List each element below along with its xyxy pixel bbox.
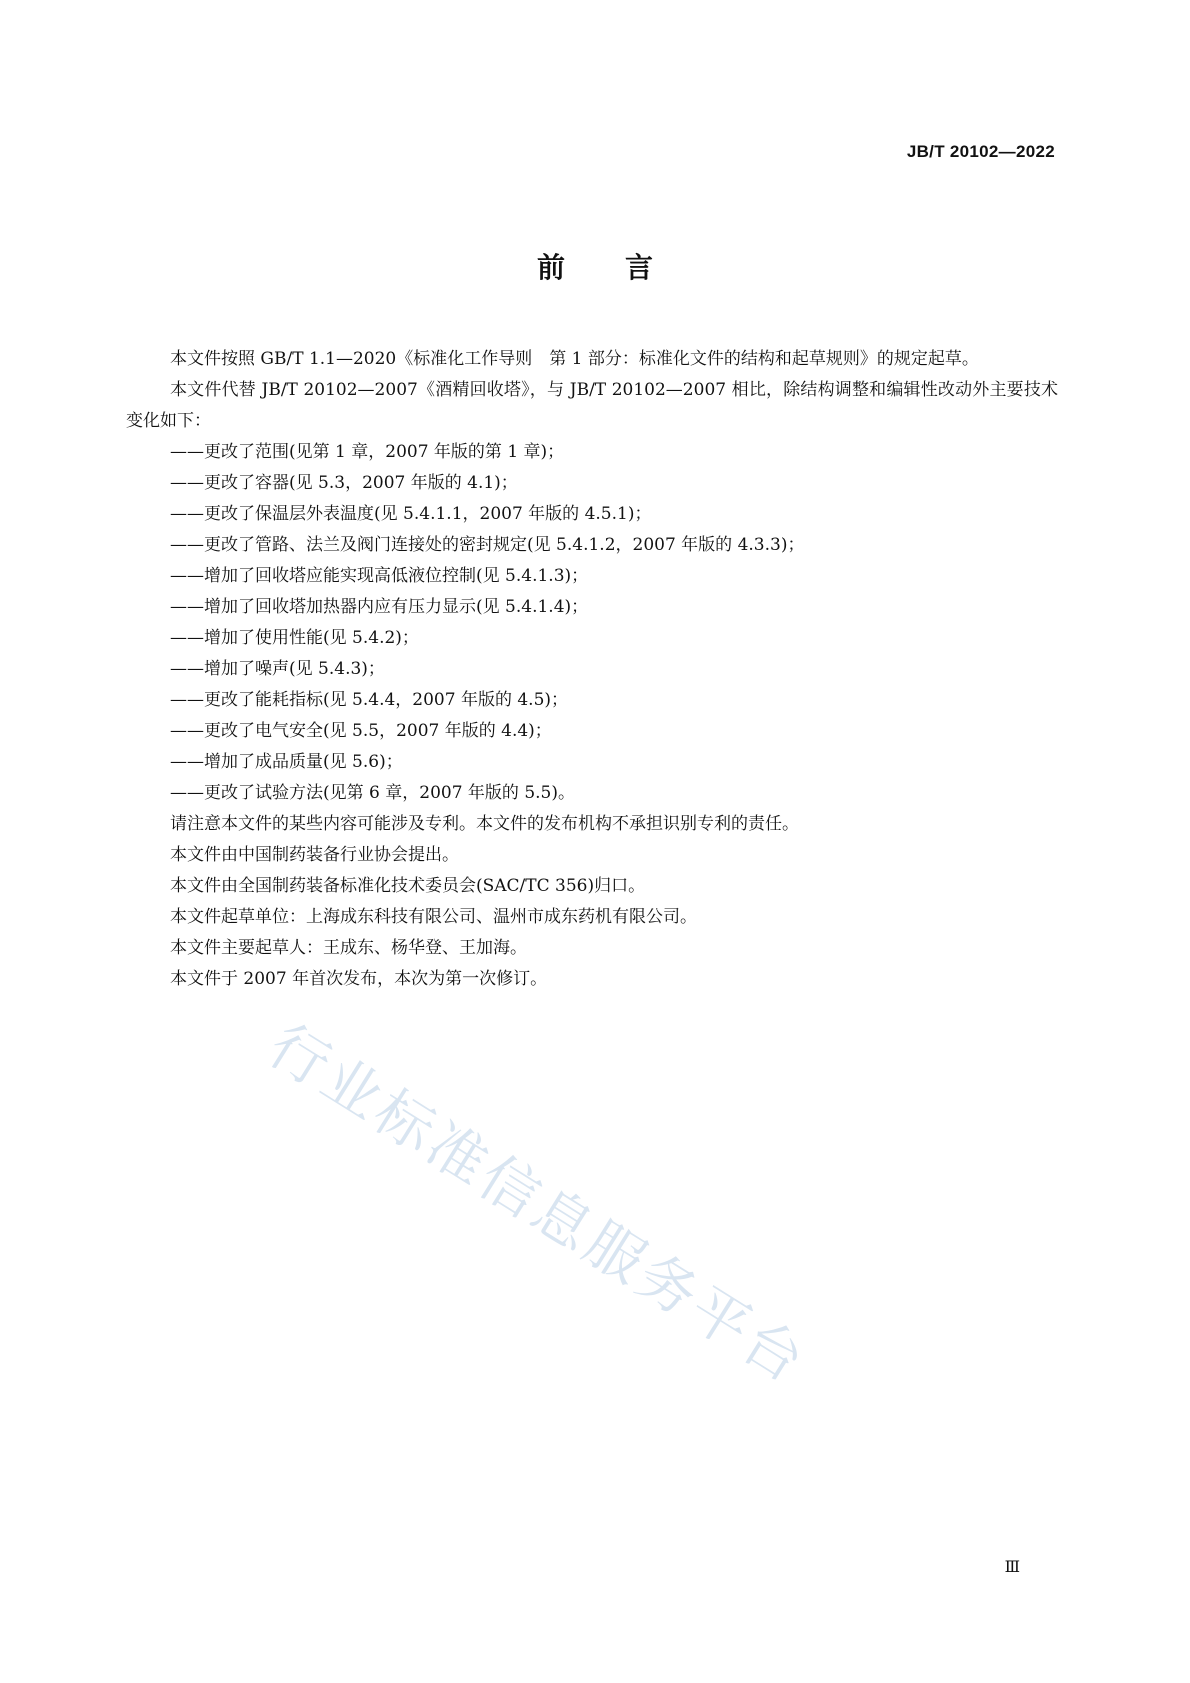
standard-number: JB/T 20102—2022 <box>906 142 1055 161</box>
paragraph: 本文件由中国制药装备行业协会提出。 <box>170 845 459 865</box>
list-item: ——增加了噪声(见 5.4.3)； <box>170 659 385 679</box>
list-item: ——更改了能耗指标(见 5.4.4，2007 年版的 4.5)； <box>170 690 569 710</box>
paragraph: 本文件起草单位：上海成东科技有限公司、温州市成东药机有限公司。 <box>170 907 697 927</box>
paragraph: 本文件代替 JB/T 20102—2007《酒精回收塔》，与 JB/T 20102—2007 相比，除结构调整和编辑性改动外主要技术变化如下： <box>126 380 1058 431</box>
page-number: Ⅲ <box>1004 1557 1020 1576</box>
page-title: 前言 <box>536 251 713 284</box>
list-item: ——更改了试验方法(见第 6 章，2007 年版的 5.5)。 <box>170 783 575 803</box>
list-item: ——增加了成品质量(见 5.6)； <box>170 752 403 772</box>
list-item: ——更改了范围(见第 1 章，2007 年版的第 1 章)； <box>170 442 565 462</box>
paragraph: 本文件于 2007 年首次发布，本次为第一次修订。 <box>170 969 548 989</box>
paragraph: 请注意本文件的某些内容可能涉及专利。本文件的发布机构不承担识别专利的责任。 <box>170 814 799 834</box>
change-list <box>126 437 1058 809</box>
list-item: ——增加了回收塔应能实现高低液位控制(见 5.4.1.3)； <box>170 566 589 586</box>
list-item: ——更改了容器(见 5.3，2007 年版的 4.1)； <box>170 473 518 493</box>
list-item: ——增加了回收塔加热器内应有压力显示(见 5.4.1.4)； <box>170 597 589 617</box>
paragraph: 本文件按照 GB/T 1.1—2020《标准化工作导则 第 1 部分：标准化文件的结构和起草规则》的规定起草。 <box>170 349 979 369</box>
paragraph: 本文件由全国制药装备标准化技术委员会(SAC/TC 356)归口。 <box>170 876 646 896</box>
list-item: ——增加了使用性能(见 5.4.2)； <box>170 628 419 648</box>
list-item: ——更改了保温层外表温度(见 5.4.1.1，2007 年版的 4.5.1)； <box>170 504 652 524</box>
document-body <box>126 344 1058 995</box>
list-item: ——更改了管路、法兰及阀门连接处的密封规定(见 5.4.1.2，2007 年版的 4.3.3)； <box>170 535 805 555</box>
paragraph: 本文件主要起草人：王成东、杨华登、王加海。 <box>170 938 527 958</box>
watermark: 行业标准信息服务平台 <box>257 1011 819 1398</box>
list-item: ——更改了电气安全(见 5.5，2007 年版的 4.4)； <box>170 721 552 741</box>
